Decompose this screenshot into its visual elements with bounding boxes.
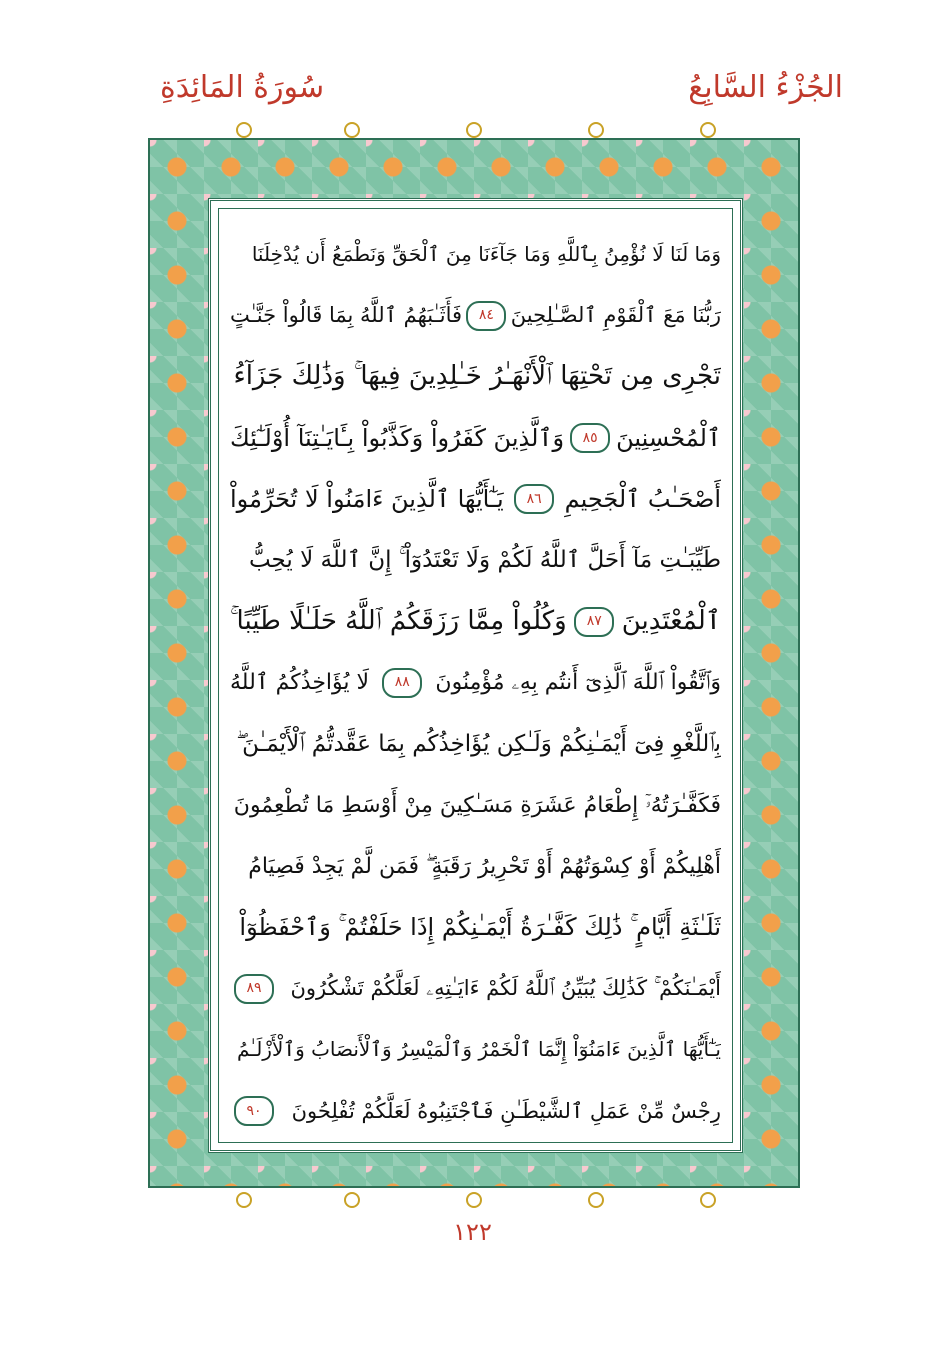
text-line (230, 591, 721, 652)
page-number: ١٢٢ (453, 1218, 492, 1246)
verse-text: رِجْسٌ مِّنْ عَمَلِ ٱلشَّيْطَـٰنِ فَٱجْتَنِبُوهُ لَعَلَّكُمْ تُفْلِحُونَ (291, 1098, 721, 1123)
frame-finial-ornament (236, 1192, 252, 1208)
ayah-number-marker: ٨٤ (466, 301, 506, 331)
verse-text: أَيْمَـٰنَكُمْ ۚ كَذَٰلِكَ يُبَيِّنُ ٱللَّهُ لَكُمْ ءَايَـٰتِهِۦ لَعَلَّكُمْ تَشْكُرُونَ (290, 976, 721, 1001)
verse-text: وَكُلُواْ مِمَّا رَزَقَكُمُ ٱللَّهُ حَلَـٰلًا طَيِّبًا ۚ (230, 606, 567, 637)
text-line (230, 408, 721, 469)
text-line (230, 224, 721, 285)
verse-text: ثَلَـٰثَةِ أَيَّامٍ ۚ ذَٰلِكَ كَفَّـٰرَةُ أَيْمَـٰنِكُمْ إِذَا حَلَفْتُمْ ۚ وَٱحْفَظُوٓاْ (239, 913, 721, 942)
verse-text: ٱلْمُحْسِنِينَ (616, 423, 721, 452)
frame-finial-ornament (344, 1192, 360, 1208)
frame-finial-ornament (700, 122, 716, 138)
verse-text: أَصْحَـٰبُ ٱلْجَحِيمِ (564, 484, 721, 513)
text-line (230, 469, 721, 530)
verse-text: فَكَفَّـٰرَتُهُۥٓ إِطْعَامُ عَشَرَةِ مَسَـٰكِينَ مِنْ أَوْسَطِ مَا تُطْعِمُونَ (233, 792, 721, 818)
verse-text: يَـٰٓأَيُّهَا ٱلَّذِينَ ءَامَنُوٓاْ إِنَّمَا ٱلْخَمْرُ وَٱلْمَيْسِرُ وَٱلْأَنصَابُ وَٱلْأَزْلَـٰمُ (237, 1037, 721, 1062)
text-line (230, 285, 721, 346)
ayah-number-marker: ٨٦ (514, 484, 554, 514)
frame-finial-ornament (236, 122, 252, 138)
text-line (230, 714, 721, 775)
verse-text: وَمَا لَنَا لَا نُؤْمِنُ بِٱللَّهِ وَمَا جَآءَنَا مِنَ ٱلْحَقِّ وَنَطْمَعُ أَن يُدْخِلَنَا (251, 242, 721, 266)
text-line (230, 1081, 721, 1142)
verse-text: فَأَثَـٰبَهُمُ ٱللَّهُ بِمَا قَالُواْ جَنَّـٰتٍ (230, 303, 463, 328)
surah-header: سُورَةُ المَائِدَةِ (160, 70, 325, 105)
text-line (230, 897, 721, 958)
ayah-number-marker: ٨٨ (382, 668, 422, 698)
text-line (230, 1019, 721, 1080)
verse-text: طَيِّبَـٰتِ مَآ أَحَلَّ ٱللَّهُ لَكُمْ وَلَا تَعْتَدُوٓاْ ۚ إِنَّ ٱللَّهَ لَا يُحِبُّ (248, 546, 721, 573)
verse-text: رَبُّنَا مَعَ ٱلْقَوْمِ ٱلصَّـٰلِحِينَ (510, 303, 721, 328)
verse-text: لَا يُؤَاخِذُكُمُ ٱللَّهُ (230, 670, 370, 696)
frame-finial-ornament (344, 122, 360, 138)
ayah-number-marker: ٩٠ (234, 1096, 274, 1126)
verse-text: تَجْرِى مِن تَحْتِهَا ٱلْأَنْهَـٰرُ خَـٰلِدِينَ فِيهَا ۚ وَذَٰلِكَ جَزَآءُ (233, 361, 721, 392)
text-line (230, 652, 721, 713)
ayah-number-marker: ٨٥ (570, 423, 610, 453)
juz-header: الجُزْءُ السَّابِعُ (688, 70, 843, 105)
verse-text: وَٱلَّذِينَ كَفَرُواْ وَكَذَّبُواْ بِـَٔايَـٰتِنَآ أُوْلَـٰٓئِكَ (230, 423, 565, 452)
ayah-number-marker: ٨٩ (234, 974, 274, 1004)
quran-text (230, 224, 721, 1144)
frame-finial-ornament (466, 122, 482, 138)
frame-finial-ornament (588, 1192, 604, 1208)
verse-text: يَـٰٓأَيُّهَا ٱلَّذِينَ ءَامَنُواْ لَا تُحَرِّمُواْ (230, 484, 504, 513)
frame-finial-ornament (588, 122, 604, 138)
text-line (230, 530, 721, 591)
text-line (230, 346, 721, 407)
frame-finial-ornament (466, 1192, 482, 1208)
verse-text: ٱلْمُعْتَدِينَ (621, 606, 721, 637)
text-line (230, 775, 721, 836)
ayah-number-marker: ٨٧ (574, 607, 614, 637)
verse-text: أَهْلِيكُمْ أَوْ كِسْوَتُهُمْ أَوْ تَحْرِيرُ رَقَبَةٍ ۖ فَمَن لَّمْ يَجِدْ فَصِيَامُ (248, 853, 721, 879)
frame-finial-ornament (700, 1192, 716, 1208)
verse-text: بِٱللَّغْوِ فِىٓ أَيْمَـٰنِكُمْ وَلَـٰكِن يُؤَاخِذُكُم بِمَا عَقَّدتُّمُ ٱلْأَيْمَـٰنَ ۖ (236, 730, 721, 757)
text-line (230, 958, 721, 1019)
verse-text: وَٱتَّقُواْ ٱللَّهَ ٱلَّذِىٓ أَنتُم بِهِۦ مُؤْمِنُونَ (435, 670, 721, 696)
text-line (230, 836, 721, 897)
